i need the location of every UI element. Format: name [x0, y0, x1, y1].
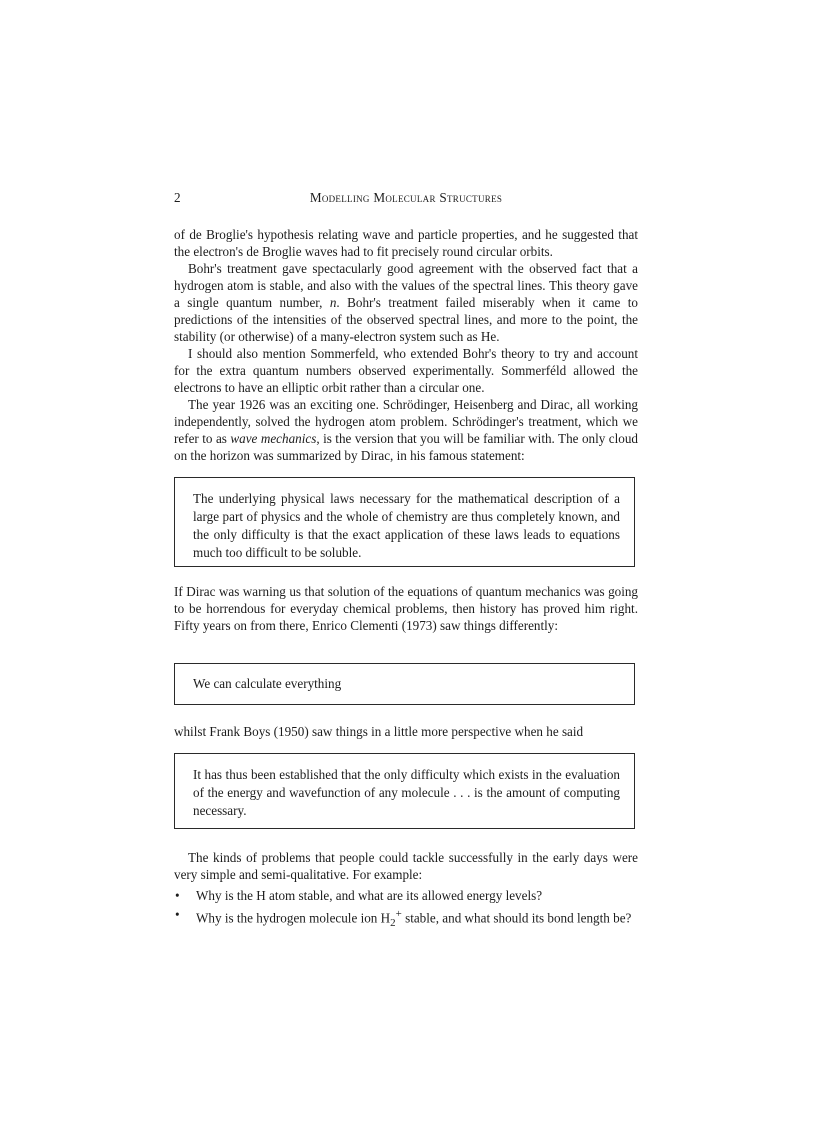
paragraph-sommerfeld: I should also mention Sommerfeld, who extended Bohr's theory to try and account for the extra quantum numbers observed experimentally. Sommerféld allowed the electrons to have an elliptic orbit rather than a circular one.: [174, 346, 638, 395]
paragraph-bohr-part-1: Bohr's treatment gave spectacularly good agreement with the observed fact that a hydrogen atom is stable, and also with the values of the spectral lines. This theory gave a single quantum number,: [174, 261, 638, 310]
dirac-quote-text: The underlying physical laws necessary for the mathematical description of a large part of physics and the whole of chemistry are thus completely known, and the only difficulty is that the exact application of these laws leads to equations much too difficult to be soluble.: [193, 491, 620, 560]
opening-text-block: [174, 226, 638, 464]
boys-quote-text: It has thus been established that the only difficulty which exists in the evaluation of the energy and wavefunction of any molecule . . . is the amount of computing necessary.: [193, 767, 620, 818]
paragraph-boys-intro: [174, 723, 638, 740]
page-number: 2: [174, 190, 181, 205]
clementi-quote-box: [174, 663, 635, 705]
example-problem-list: [174, 887, 638, 934]
paragraph-early-problems: [174, 849, 638, 883]
list-item-text-part-2: stable, and what should its bond length be?: [401, 910, 632, 926]
clementi-quote-text: We can calculate everything: [193, 676, 342, 691]
paragraph-boys-intro-text: whilst Frank Boys (1950) saw things in a little more perspective when he said: [174, 724, 584, 739]
wave-mechanics-term: wave mechanics: [230, 431, 317, 446]
list-item-text-part-1: Why is the hydrogen molecule ion H: [196, 910, 391, 926]
bullet-icon: •: [175, 888, 180, 903]
running-title: Modelling Molecular Structures: [309, 190, 503, 205]
paragraph-1926-part-2: , is the version that you will be familiar with. The only cloud on the horizon was summarized by Dirac, in his famous statement:: [174, 431, 638, 463]
superscript-plus: +: [395, 908, 402, 920]
subscript-2: 2: [390, 917, 396, 929]
paragraph-bohr: [174, 260, 638, 345]
paragraph-early-problems-text: The kinds of problems that people could tackle successfully in the early days were very simple and semi-qualitative. For example:: [174, 850, 638, 882]
dirac-quote-box: [174, 477, 635, 567]
list-item: [174, 887, 638, 904]
list-item: [174, 906, 638, 932]
page-header: [174, 190, 638, 210]
boys-quote-box: [174, 753, 635, 829]
paragraph-dirac-warning: [174, 583, 638, 634]
paragraph-de-broglie: of de Broglie's hypothesis relating wave and particle properties, and he suggested that the electron's de Broglie waves had to fit precisely round circular orbits.: [174, 227, 638, 259]
bullet-icon: •: [175, 907, 180, 922]
paragraph-dirac-warning-text: If Dirac was warning us that solution of the equations of quantum mechanics was going to be horrendous for everyday chemical problems, then history has proved him right. Fifty years on from there, Enrico Clementi (1973) saw things differently:: [174, 584, 638, 633]
paragraph-bohr-part-2: . Bohr's treatment failed miserably when it came to predictions of the intensities of the observed spectral lines, and more to the point, the stability (or otherwise) of a many-electron system such as He.: [174, 295, 638, 344]
list-item-text: Why is the H atom stable, and what are its allowed energy levels?: [196, 888, 543, 903]
quantum-number-symbol: n: [329, 295, 337, 310]
paragraph-1926: [174, 396, 638, 464]
paragraph-1926-part-1: The year 1926 was an exciting one. Schrödinger, Heisenberg and Dirac, all working independently, solved the hydrogen atom problem. Schrödinger's treatment, which we refer to as: [174, 397, 638, 446]
